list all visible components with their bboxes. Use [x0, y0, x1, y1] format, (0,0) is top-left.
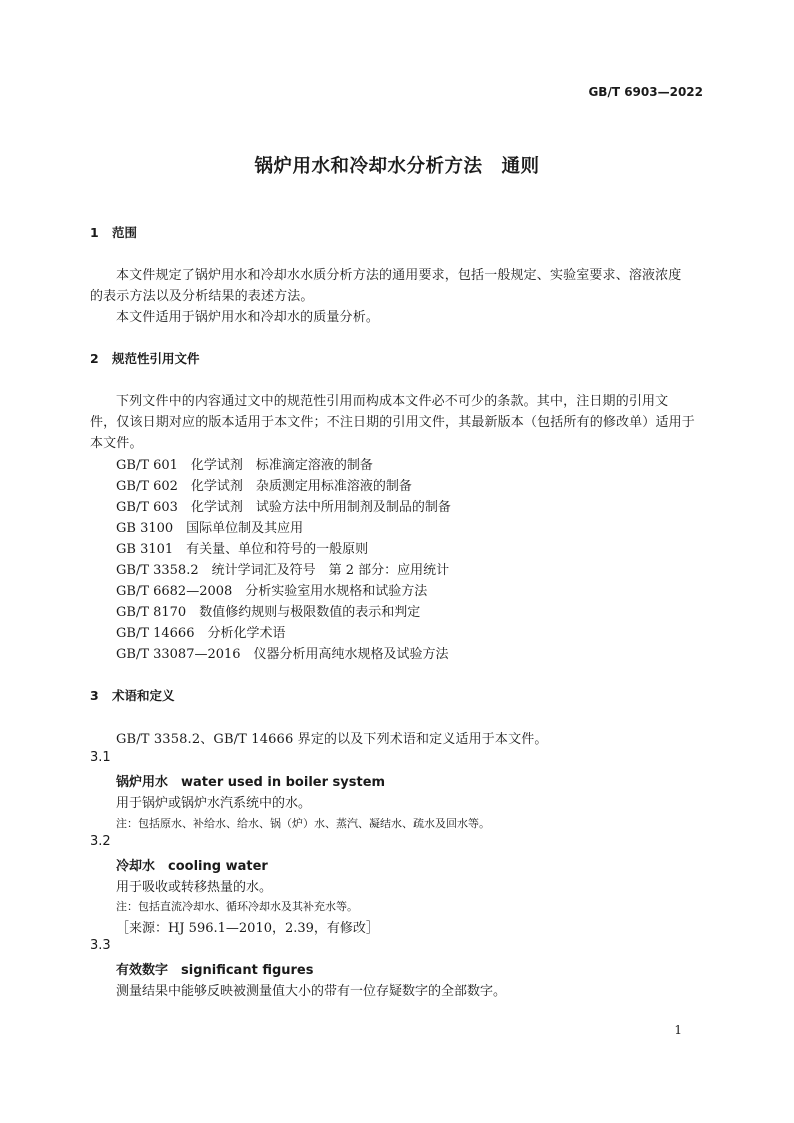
- reference-item: GB/T 601 化学试剂 标准滴定溶液的制备: [116, 458, 373, 473]
- reference-item: GB/T 602 化学试剂 杂质测定用标准溶液的制备: [116, 479, 412, 494]
- paragraph-line: 下列文件中的内容通过文中的规范性引用而构成本文件必不可少的条款。其中，注日期的引用文: [116, 394, 669, 409]
- term-source: ［来源：HJ 596.1—2010，2.39，有修改］: [116, 921, 379, 936]
- reference-item: GB/T 14666 分析化学术语: [116, 626, 286, 641]
- term-definition: 测量结果中能够反映被测量值大小的带有一位存疑数字的全部数字。: [116, 984, 507, 999]
- term-number: 3.2: [90, 834, 111, 849]
- term-name: 锅炉用水 water used in boiler system: [116, 775, 386, 790]
- section-intro: GB/T 3358.2、GB/T 14666 界定的以及下列术语和定义适用于本文件。: [116, 732, 548, 747]
- reference-item: GB 3101 有关量、单位和符号的一般原则: [116, 542, 369, 557]
- term-note: 注：包括原水、补给水、给水、锅（炉）水、蒸汽、凝结水、疏水及回水等。: [116, 817, 490, 830]
- paragraph-line: 本文件。: [90, 436, 143, 451]
- page-number: 1: [674, 1023, 682, 1037]
- section-title: 规范性引用文件: [112, 351, 200, 366]
- term-definition: 用于锅炉或锅炉水汽系统中的水。: [116, 796, 312, 811]
- reference-item: GB/T 33087—2016 仪器分析用高纯水规格及试验方法: [116, 647, 449, 662]
- paragraph-line: 件，仅该日期对应的版本适用于本文件；不注日期的引用文件，其最新版本（包括所有的修改单）适用于: [90, 415, 695, 430]
- section-1-heading: [90, 223, 137, 241]
- section-2-heading: [90, 349, 200, 367]
- document-title: 锅炉用水和冷却水分析方法 通则: [254, 156, 540, 177]
- term-name: 有效数字 significant figures: [116, 963, 314, 978]
- reference-item: GB 3100 国际单位制及其应用: [116, 521, 304, 536]
- section-title: 范围: [112, 225, 138, 240]
- section-title: 术语和定义: [112, 688, 175, 703]
- reference-item: GB/T 6682—2008 分析实验室用水规格和试验方法: [116, 584, 428, 599]
- section-number: 3: [90, 688, 99, 703]
- term-definition: 用于吸收或转移热量的水。: [116, 880, 273, 895]
- section-3-heading: [90, 686, 175, 704]
- term-note: 注：包括直流冷却水、循环冷却水及其补充水等。: [116, 900, 358, 913]
- paragraph-line: 的表示方法以及分析结果的表述方法。: [90, 289, 314, 304]
- term-number: 3.1: [90, 750, 111, 765]
- reference-item: GB/T 3358.2 统计学词汇及符号 第 2 部分：应用统计: [116, 563, 450, 578]
- term-name: 冷却水 cooling water: [116, 859, 268, 874]
- term-number: 3.3: [90, 938, 111, 953]
- paragraph-line: 本文件规定了锅炉用水和冷却水水质分析方法的通用要求，包括一般规定、实验室要求、溶液浓度: [116, 268, 682, 283]
- section-number: 1: [90, 225, 99, 240]
- reference-item: GB/T 8170 数值修约规则与极限数值的表示和判定: [116, 605, 421, 620]
- paragraph-line: 本文件适用于锅炉用水和冷却水的质量分析。: [116, 310, 380, 325]
- section-number: 2: [90, 351, 99, 366]
- standard-number: GB/T 6903—2022: [588, 85, 703, 99]
- reference-item: GB/T 603 化学试剂 试验方法中所用制剂及制品的制备: [116, 500, 451, 515]
